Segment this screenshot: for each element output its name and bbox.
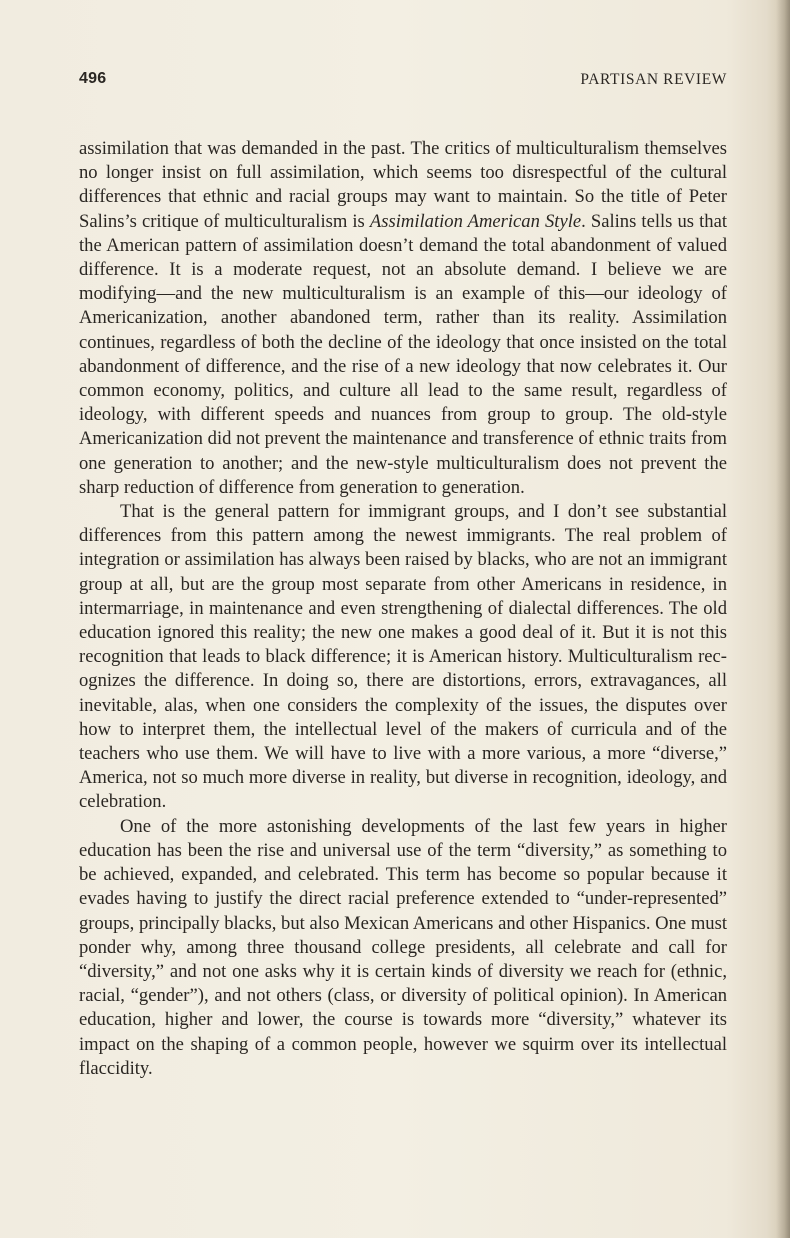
paragraph-1-part-a: assimilation that was demanded in the past. The critics of multiculturalism themselves no longer insist on full assimilation, which seems too disrespectful of the cultural differences that ethnic and racial groups may want to maintain. So the title of Peter Salins’s critique of multiculturalism is	[79, 138, 727, 232]
paragraph-1-part-b: . Salins tells us that the American pattern of assimilation doesn’t demand the total abandonment of valued difference. It is a moderate request, not an absolute demand. I believe we are modifying—and the new multiculturalism is an example of this—our ideology of Americanization, another abandoned term, rather than its reality. Assimilation continues, regardless of both the decline of the ideology that once insisted on the total abandonment of difference, and the rise of a new ideology that now celebrates it. Our common economy, politics, and culture all lead to the same result, regardless of ideology, with different speeds and nuances from group to group. The old-style Americanization did not prevent the maintenance and transference of ethnic traits from one generation to another; and the new-style multiculturalism does not prevent the sharp reduction of difference from generation to generation.	[79, 210, 727, 498]
body-text	[79, 137, 727, 1081]
paragraph-2: That is the general pattern for immigrant groups, and I don’t see substantial differences from this pattern among the newest immigrants. The real problem of integration or assimilation has always been raised by blacks, who are not an immigrant group at all, but are the group most separate from other Americans in residence, in intermarriage, in maintenance and even strengthening of dialectal differences. The old education ignored this reality; the new one makes a good deal of it. But it is not this recognition that leads to black difference; it is American history. Multiculturalism recognizes the difference. In doing so, there are distortions, errors, extravagances, all inevitable, alas, when one considers the complexity of the issues, the disputes over how to interpret them, the intellectual level of the makers of curricula and of the teachers who use them. We will have to live with a more various, a more “diverse,” America, not so much more diverse in reality, but diverse in recognition, ideology, and celebration.	[79, 501, 727, 813]
paragraph-3: One of the more astonishing developments of the last few years in higher education has been the rise and universal use of the term “diversity,” as something to be achieved, expanded, and celebrated. This term has become so popular because it evades having to justify the direct racial preference extended to “under-represented” groups, principally blacks, but also Mexican Americans and other Hispanics. One must ponder why, among three thousand college presidents, all celebrate and call for “diversity,” and not one asks why it is certain kinds of diversity we reach for (ethnic, racial, “gender”), and not others (class, or diversity of political opinion). In American education, higher and lower, the course is towards more “diversity,” whatever its impact on the shaping of a common people, however we squirm over its intellectual flaccidity.	[79, 815, 727, 1079]
page-header	[79, 70, 727, 92]
binding-shadow	[776, 0, 790, 1238]
running-head: PARTISAN REVIEW	[580, 71, 727, 88]
book-title: Assimilation American Style	[369, 210, 582, 232]
paragraph-1	[79, 137, 727, 500]
page-number: 496	[79, 70, 107, 87]
